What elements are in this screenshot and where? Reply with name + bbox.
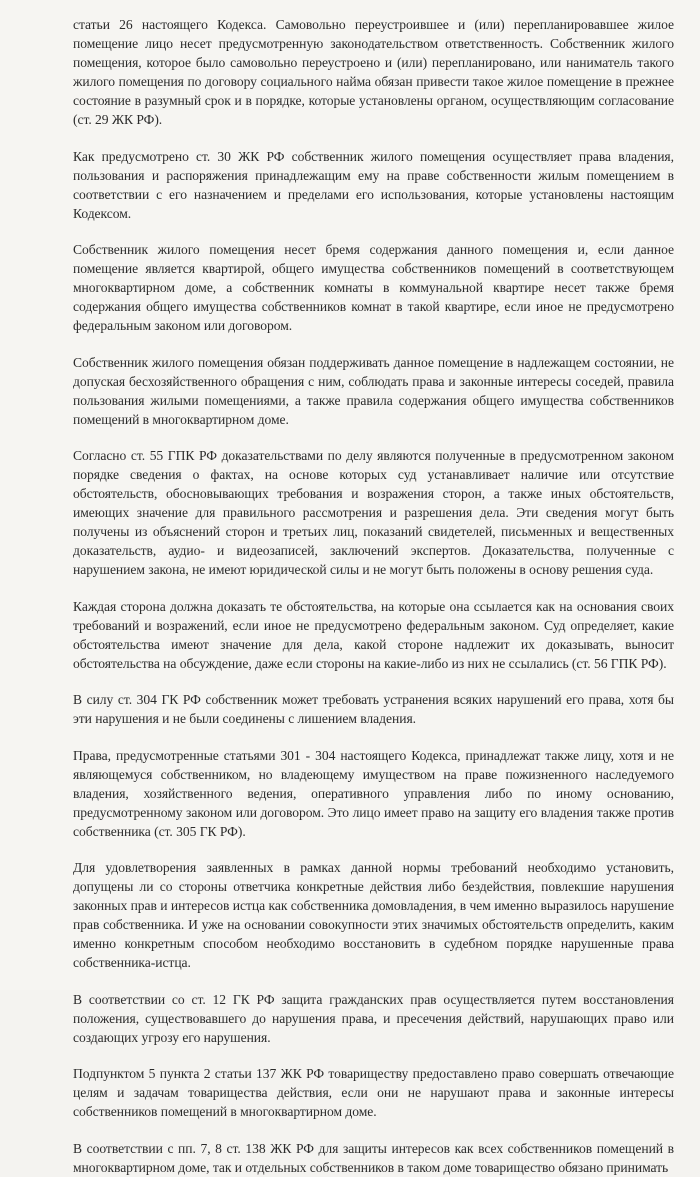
paragraph-4: Собственник жилого помещения обязан поддерживать данное помещение в надлежащем состоянии, не допуская бесхозяйственного обращения с ним, соблюдать права и законные интересы соседей, правила пользования жилыми помещениями, а также правила содержания общего имущества собственников помещений в многоквартирном доме. [73, 354, 674, 427]
paragraph-6: Каждая сторона должна доказать те обстоятельства, на которые она ссылается как на основания своих требований и возражений, если иное не предусмотрено федеральным законом. Суд определяет, какие обстоятельства имеют значение для дела, какой стороне надлежит их доказывать, выносит обстоятельства на обсуждение, даже если стороны на какие-либо из них не ссылались (ст. 56 ГПК РФ). [73, 598, 674, 671]
paragraph-8: Права, предусмотренные статьями 301 - 304 настоящего Кодекса, принадлежат также лицу, хотя и не являющемуся собственником, но владеющему имуществом на праве пожизненного наследуемого владения, хозяйственного ведения, оперативного управления либо по иному основанию, предусмотренному законом или договором. Это лицо имеет право на защиту его владения также против собственника (ст. 305 ГК РФ). [73, 747, 674, 839]
paragraph-1: статьи 26 настоящего Кодекса. Самовольно переустроившее и (или) перепланировавшее жилое помещение лицо несет предусмотренную законодательством ответственность. Собственник жилого помещения, которое было самовольно переустроено и (или) перепланировано, или наниматель такого жилого помещения по договору социального найма обязан привести такое жилое помещение в прежнее состояние в разумный срок и в порядке, которые установлены органом, осуществляющим согласование (ст. 29 ЖК РФ). [73, 17, 674, 127]
paragraph-5: Согласно ст. 55 ГПК РФ доказательствами по делу являются полученные в предусмотренном законом порядке сведения о фактах, на основе которых суд устанавливает наличие или отсутствие обстоятельств, обосновывающих требования и возражения сторон, а также иных обстоятельств, имеющих значение для правильного рассмотрения и разрешения дела. Эти сведения могут быть получены из объяснений сторон и третьих лиц, показаний свидетелей, письменных и вещественных доказательств, аудио- и видеозаписей, заключений экспертов. Доказательства, полученные с нарушением закона, не имеют юридической силы и не могут быть положены в основу решения суда. [73, 448, 674, 577]
paragraph-9: Для удовлетворения заявленных в рамках данной нормы требований необходимо установить, допущены ли со стороны ответчика конкретные действия либо бездействия, повлекшие нарушения законных прав и интересов истца как собственника домовладения, в чем именно выразилось нарушение прав собственника. И уже на основании совокупности этих значимых обстоятельств определить, каким именно конкретным способом необходимо восстановить в судебном порядке нарушенные права собственника-истца. [73, 860, 674, 970]
paragraph-12: В соответствии с пп. 7, 8 ст. 138 ЖК РФ для защиты интересов как всех собственников помещений в многоквартирном доме, так и отдельных собственников в таком доме товарищество обязано принимать [73, 1140, 674, 1175]
paragraph-7: В силу ст. 304 ГК РФ собственник может требовать устранения всяких нарушений его права, хотя бы эти нарушения и не были соединены с лишением владения. [73, 692, 674, 726]
paragraph-10: В соответствии со ст. 12 ГК РФ защита гражданских прав осуществляется путем восстановления положения, существовавшего до нарушения права, и пресечения действий, нарушающих право или создающих угрозу его нарушения. [73, 991, 674, 1045]
paragraph-3: Собственник жилого помещения несет бремя содержания данного помещения и, если данное помещение является квартирой, общего имущества собственников помещений в соответствующем многоквартирном доме, а собственник комнаты в коммунальной квартире несет также бремя содержания общего имущества собственников комнат в такой квартире, если иное не предусмотрено федеральным законом или договором. [73, 242, 674, 333]
paragraph-11: Подпунктом 5 пункта 2 статьи 137 ЖК РФ товариществу предоставлено право совершать отвечающие целям и задачам товарищества действия, если они не нарушают права и законные интересы собственников помещений в многоквартирном доме. [73, 1066, 674, 1119]
paragraph-2: Как предусмотрено ст. 30 ЖК РФ собственник жилого помещения осуществляет права владения, пользования и распоряжения принадлежащим ему на праве собственности жилым помещением в соответствии с его назначением и пределами его использования, которые установлены настоящим Кодексом. [73, 148, 674, 221]
